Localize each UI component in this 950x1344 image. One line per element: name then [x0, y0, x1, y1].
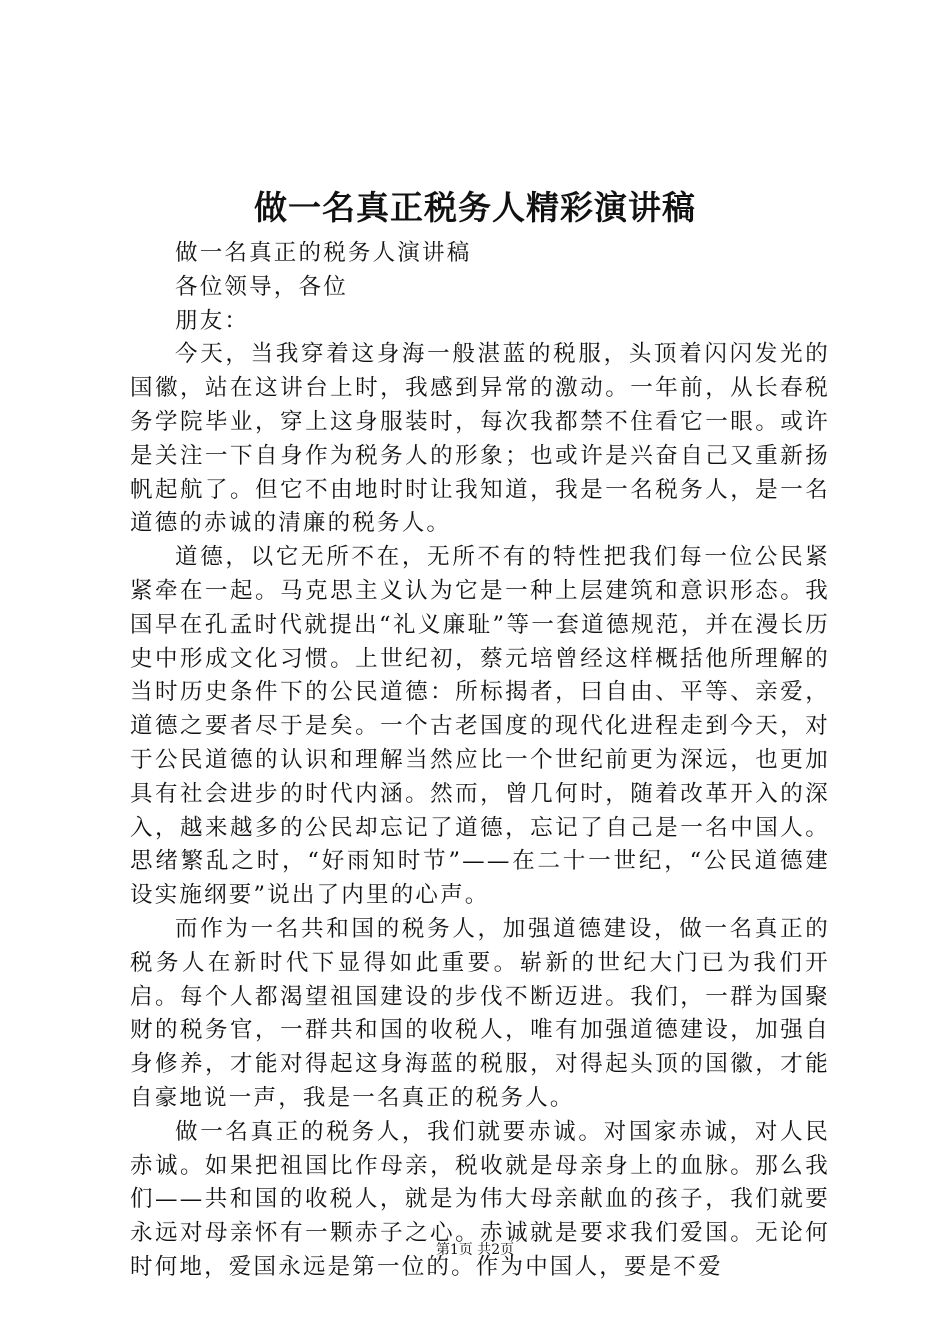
document-body [130, 237, 830, 1285]
paragraph-2: 道德，以它无所不在，无所不有的特性把我们每一位公民紧紧牵在一起。马克思主义认为它是一种上层建筑和意识形态。我国早在孔孟时代就提出“礼义廉耻”等一套道德规范，并在漫长历史中形成文化习惯。上世纪初，蔡元培曾经这样概括他所理解的当时历史条件下的公民道德：所标揭者，曰自由、平等、亲爱，道德之要者尽于是矣。一个古老国度的现代化进程走到今天，对于公民道德的认识和理解当然应比一个世纪前更为深远，也更加具有社会进步的时代内涵。然而，曾几何时，随着改革开入的深入，越来越多的公民却忘记了道德，忘记了自己是一名中国人。思绪繁乱之时，“好雨知时节”——在二十一世纪，“公民道德建设实施纲要”说出了内里的心声。 [130, 544, 830, 909]
paragraph-salutation-cont: 朋友： [175, 307, 250, 334]
paragraph-subtitle: 做一名真正的税务人演讲稿 [175, 240, 472, 266]
paragraph-1: 今天，当我穿着这身海一般湛蓝的税服，头顶着闪闪发光的国徽，站在这讲台上时，我感到异常的激动。一年前，从长春税务学院毕业，穿上这身服装时，每次我都禁不住看它一眼。或许是关注一下自身作为税务人的形象；也或许是兴奋自己又重新扬帆起航了。但它不由地时时让我知道，我是一名税务人，是一名道德的赤诚的清廉的税务人。 [130, 341, 830, 537]
page-footer: 第1页 共2页 [435, 1242, 515, 1258]
paragraph-4: 做一名真正的税务人，我们就要赤诚。对国家赤诚，对人民赤诚。如果把祖国比作母亲，税收就是母亲身上的血脉。那么我们——共和国的收税人，就是为伟大母亲献血的孩子，我们就要永远对母亲怀有一颗赤子之心。赤诚就是要求我们爱国。无论何时何地，爱国永远是第一位的。作为中国人，要是不爱 [130, 1118, 830, 1280]
paragraph-3: 而作为一名共和国的税务人，加强道德建设，做一名真正的税务人在新时代下显得如此重要。崭新的世纪大门已为我们开启。每个人都渴望祖国建设的步伐不断迈进。我们，一群为国聚财的税务官，一群共和国的收税人，唯有加强道德建设，加强自身修养，才能对得起这身海蓝的税服，对得起头顶的国徽，才能自豪地说一声，我是一名真正的税务人。 [130, 915, 830, 1111]
paragraph-salutation: 各位领导，各位 [175, 273, 348, 300]
document-title: 做一名真正税务人精彩演讲稿 [254, 188, 696, 227]
